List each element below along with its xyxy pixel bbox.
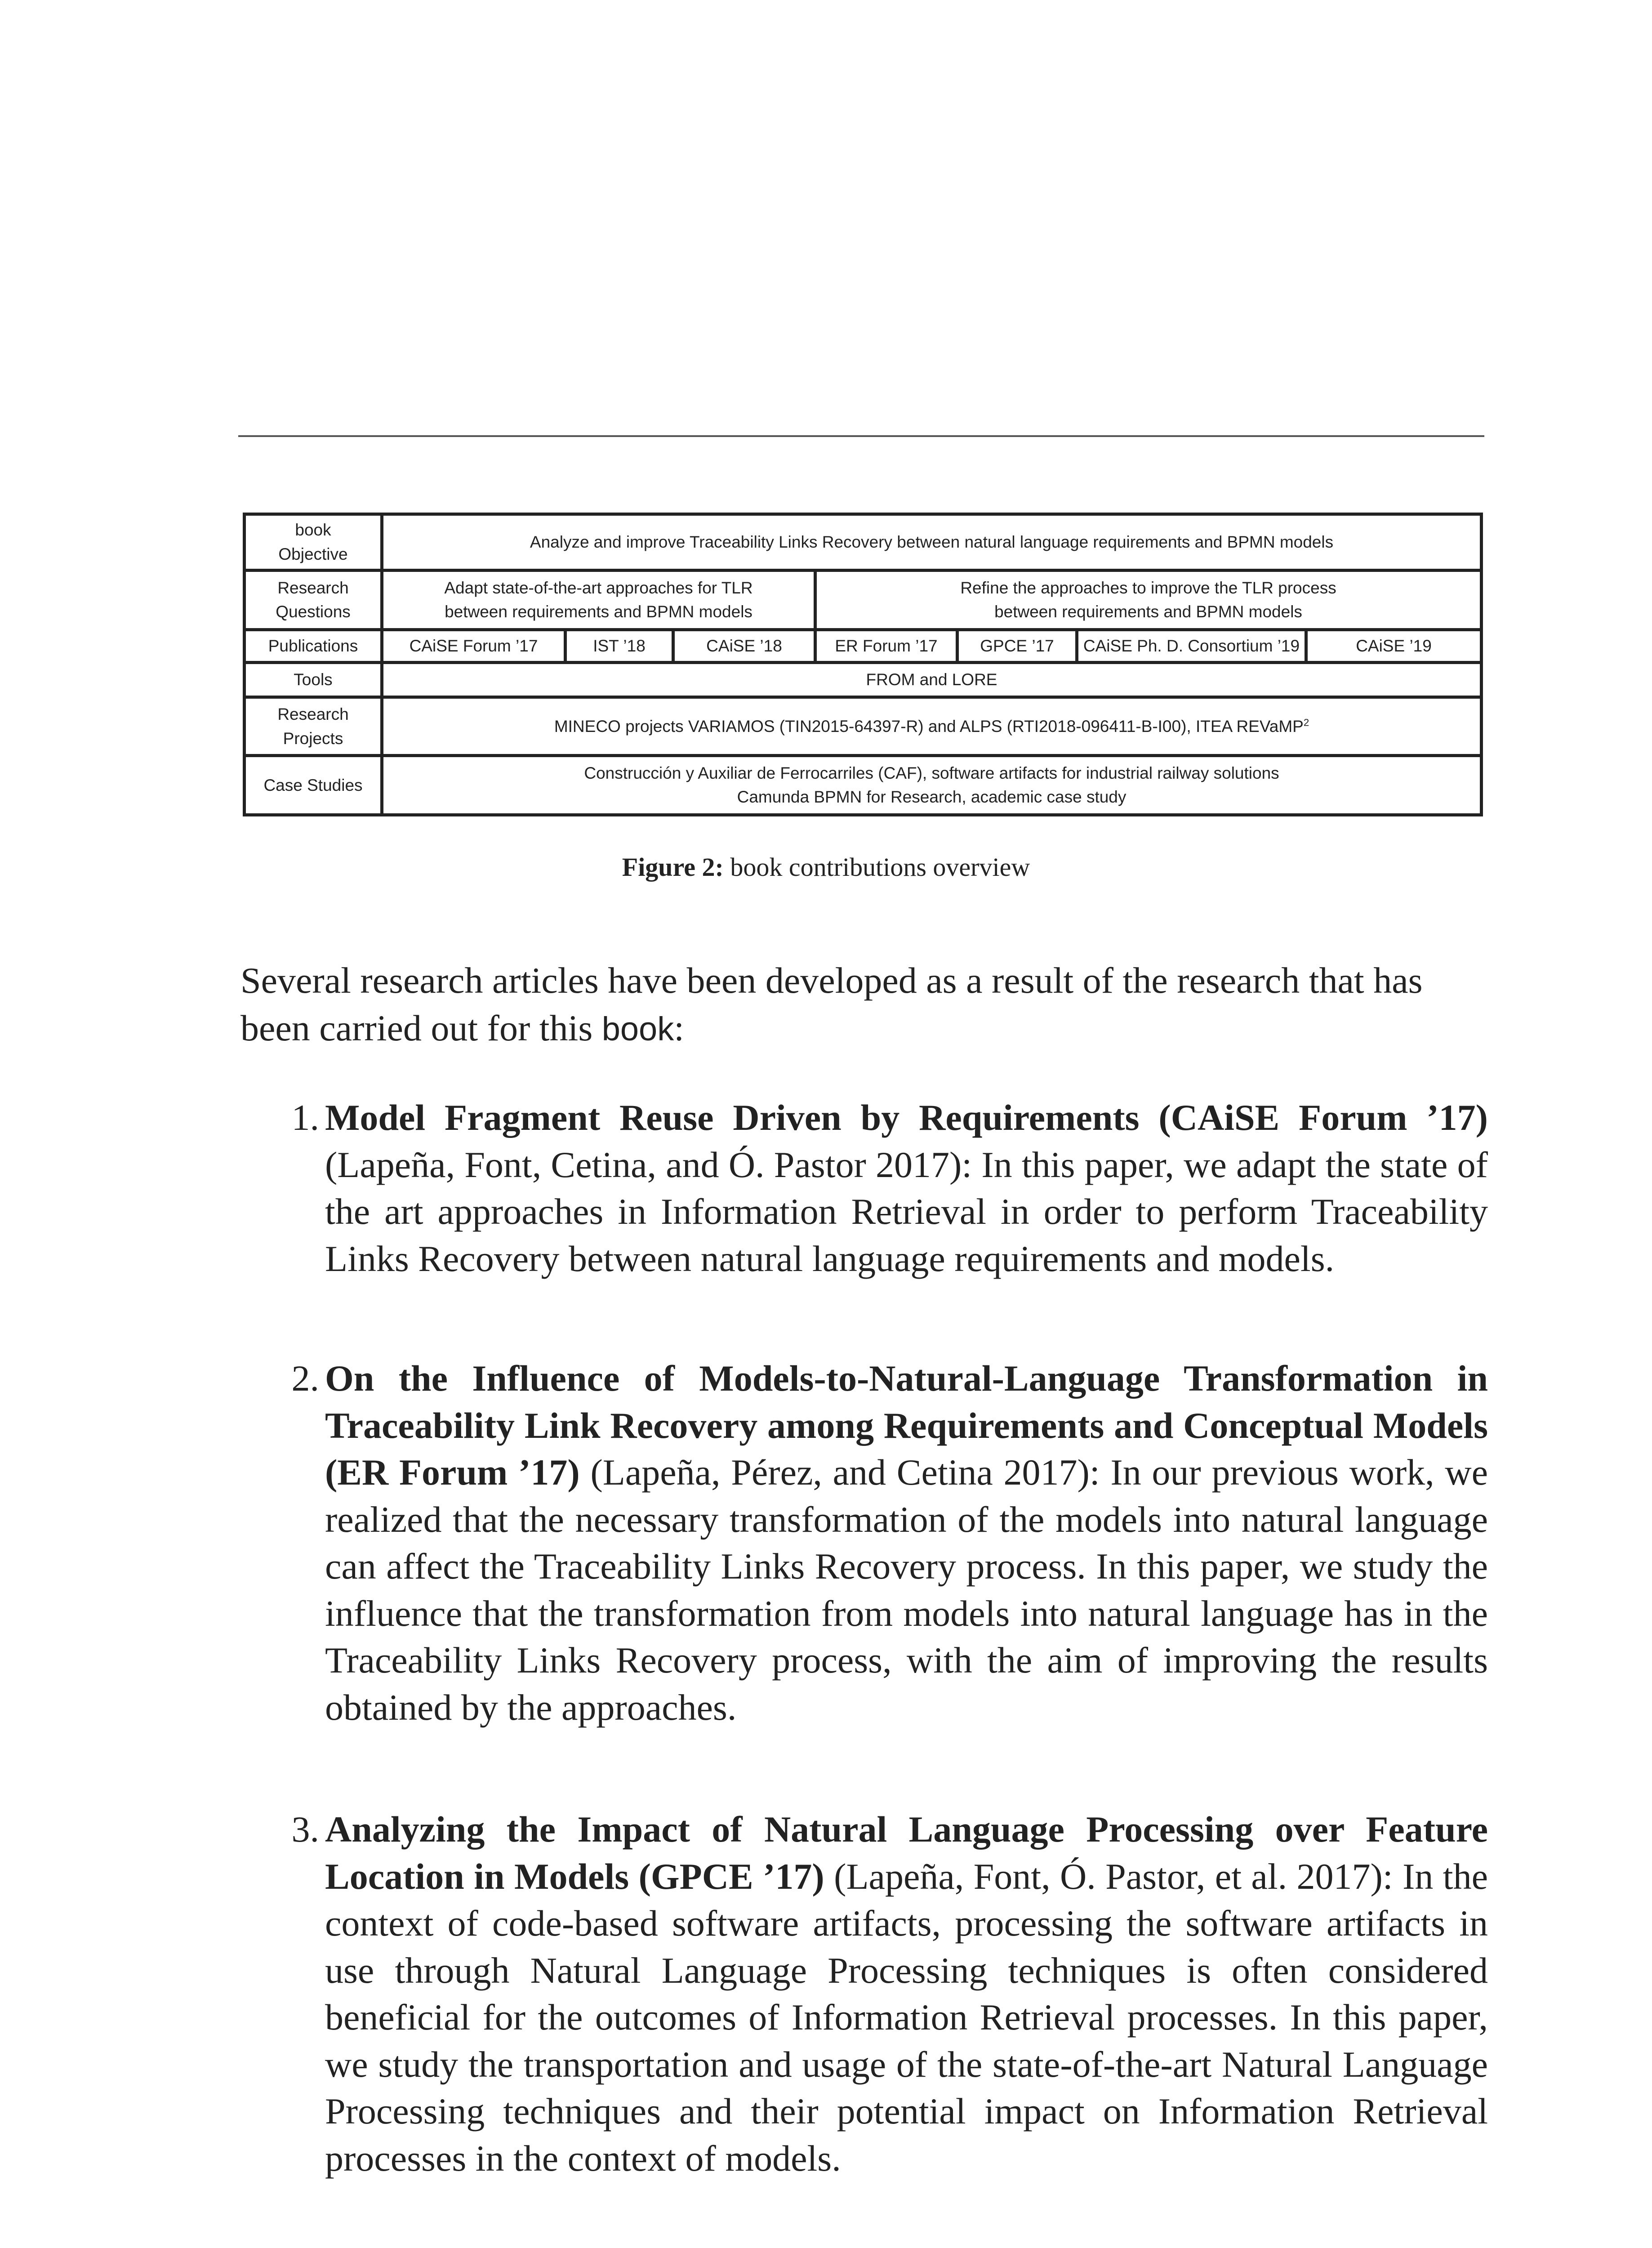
case-studies-label: Case Studies [245, 755, 382, 815]
case-studies-cell: Construcción y Auxiliar de Ferrocarriles (CAF), software artifacts for industrial railway solutions Camunda BPMN for Research, academic case study [382, 755, 1482, 815]
objective-cell: Analyze and improve Traceability Links Recovery between natural language requirements and BPMN models [382, 514, 1482, 571]
objective-label: book Objective [245, 514, 382, 571]
item-title: On the Influence of Models-to-Natural-Language Transformation in Traceability Link Recovery among Requirements and Conceptual Models (ER Forum ’17) [325, 1358, 1488, 1493]
publication-cell: GPCE ’17 [957, 629, 1077, 662]
caption-text: book contributions overview [730, 852, 1030, 882]
projects-label: Research Projects [245, 697, 382, 756]
item-body: (Lapeña, Font, Ó. Pastor, et al. 2017): In the context of code-based software artifacts, processing the software artifacts in use through Natural Language Processing techniques is often considered beneficial for the outcomes of Information Retrieval processes. In this paper, we study the transportation and usage of the state-of-the-art Natural Language Processing techniques and their potential impact on Information Retrieval processes in the context of models. [325, 1855, 1488, 2179]
question-2-cell: Refine the approaches to improve the TLR process between requirements and BPMN models [815, 570, 1482, 629]
publications-label: Publications [245, 629, 382, 662]
tools-label: Tools [245, 662, 382, 697]
item-title: Analyzing the Impact of Natural Language Processing over Feature Location in Models (GPCE ’17) [325, 1809, 1488, 1897]
question-1-cell: Adapt state-of-the-art approaches for TLR between requirements and BPMN models [382, 570, 815, 629]
figure-caption [0, 852, 1652, 882]
projects-cell: MINECO projects VARIAMOS (TIN2015-64397-R) and ALPS (RTI2018-096411-B-I00), ITEA REVaMP$^2$ [382, 697, 1482, 756]
item-body: (Lapeña, Font, Cetina, and Ó. Pastor 2017): In this paper, we adapt the state of the art approaches in Information Retrieval in order to perform Traceability Links Recovery between natural language requirements and models. [325, 1144, 1488, 1279]
item-title: Model Fragment Reuse Driven by Requirements (CAiSE Forum ’17) [325, 1097, 1488, 1138]
item-body: (Lapeña, Pérez, and Cetina 2017): In our previous work, we realized that the necessary transformation of the models into natural language can affect the Traceability Links Recovery process. In this paper, we study the influence that the transformation from models into natural language has in the Traceability Links Recovery process, with the aim of improving the results obtained by the approaches. [325, 1452, 1488, 1728]
tools-cell: FROM and LORE [382, 662, 1482, 697]
publication-cell: IST ’18 [566, 629, 673, 662]
publication-cell: CAiSE ’18 [673, 629, 815, 662]
publication-cell: CAiSE ’19 [1306, 629, 1482, 662]
questions-label: Research Questions [245, 570, 382, 629]
publication-cell: CAiSE Forum ’17 [382, 629, 566, 662]
caption-label: Figure 2: [622, 852, 724, 882]
header-rule [238, 435, 1484, 437]
publication-cell: CAiSE Ph. D. Consortium ’19 [1077, 629, 1306, 662]
publication-cell: ER Forum ’17 [815, 629, 957, 662]
contributions-table [243, 513, 1483, 816]
intro-paragraph: Several research articles have been developed as a result of the research that has been carried out for this book: [240, 960, 1423, 1048]
